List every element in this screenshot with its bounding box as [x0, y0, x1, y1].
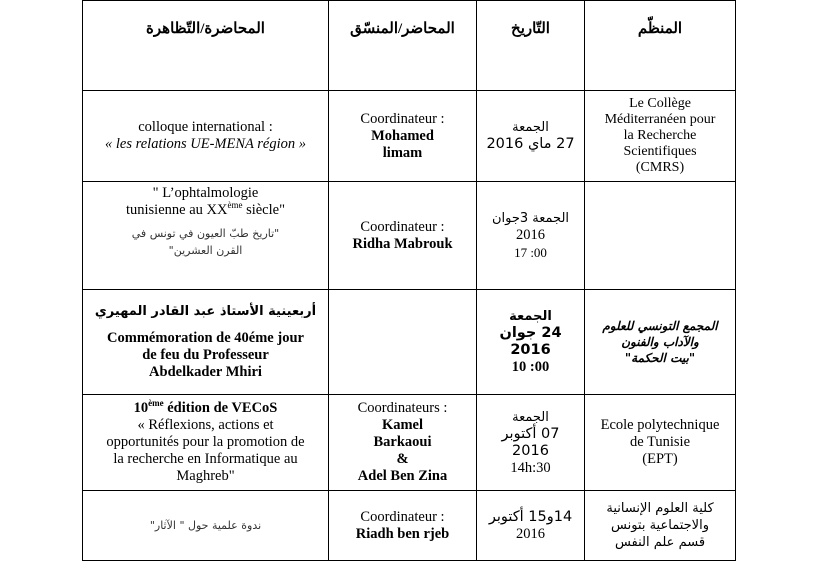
- event-title: colloque international :: [138, 119, 273, 135]
- header-row: [83, 1, 736, 91]
- event-title-part: édition de VECoS: [163, 400, 278, 416]
- event-description: opportunités pour la promotion de: [106, 434, 305, 450]
- coordinator-cell: [329, 91, 477, 182]
- organizer-cell: [585, 395, 736, 491]
- organizer-cell: [585, 182, 736, 290]
- organizer-cell: [585, 491, 736, 561]
- date-cell: [477, 182, 585, 290]
- date-value: 27 ماي 2016: [486, 136, 575, 152]
- coordinator-name: limam: [382, 144, 423, 161]
- coordinator-name: Kamel: [381, 417, 424, 433]
- coordinator-cell: [329, 395, 477, 491]
- coordinator-name: Riadh ben rjeb: [355, 525, 450, 542]
- organizer-line: (CMRS): [635, 160, 685, 175]
- header-event: المحاضرة/التّظاهرة: [83, 1, 329, 91]
- event-cell: [83, 182, 329, 290]
- event-title: Commémoration de 40éme jour: [107, 330, 304, 346]
- organizer-arabic: "بيت الحكمة": [624, 351, 696, 365]
- event-description: « Réflexions, actions et: [137, 417, 274, 433]
- coordinator-cell: [329, 290, 477, 395]
- organizer-line: Le Collège: [629, 96, 691, 111]
- coordinator-name: Ridha Mabrouk: [352, 235, 453, 252]
- organizer-arabic: والاجتماعية بتونس: [611, 518, 709, 533]
- coordinator-name: Mohamed: [371, 127, 434, 144]
- event-title: [87, 400, 324, 417]
- header-organizer: المنظّم: [585, 1, 736, 91]
- event-arabic-title: "تاريخ طبّ العيون في تونس في: [131, 227, 280, 240]
- date-year: 2016: [516, 227, 545, 243]
- date-time: 10 :00: [511, 359, 550, 375]
- organizer-line: la Recherche: [623, 128, 697, 143]
- coordinator-label: Coordinateur :: [360, 508, 445, 525]
- date-value: 24 جوان 2016: [499, 325, 562, 358]
- event-description: Maghreb": [176, 468, 235, 484]
- organizer-cell: [585, 290, 736, 395]
- date-cell: [477, 91, 585, 182]
- table-row: [83, 395, 736, 491]
- table-row: [83, 91, 736, 182]
- date-value: 14و15 أكتوبر: [488, 508, 573, 525]
- date-day: الجمعة: [512, 120, 549, 135]
- event-subtitle: « les relations UE-MENA région »: [105, 136, 306, 152]
- date-time: 17 :00: [514, 245, 547, 260]
- organizer-line: de Tunisie: [629, 434, 691, 450]
- organizer-line: Méditerranéen pour: [604, 112, 716, 127]
- event-title-part: siècle": [242, 202, 286, 218]
- organizer-arabic: والآداب والفنون: [621, 335, 699, 349]
- event-superscript: ème: [148, 398, 164, 409]
- organizer-line: Scientifiques: [623, 144, 697, 159]
- schedule-table: [82, 0, 736, 561]
- coordinator-ampersand: &: [396, 451, 409, 467]
- event-title-2: [87, 202, 324, 219]
- date-day: الجمعة: [509, 309, 552, 324]
- coordinator-label: Coordinateur :: [360, 218, 445, 235]
- table-row: [83, 290, 736, 395]
- table-row: [83, 182, 736, 290]
- coordinator-name: Barkaoui: [373, 434, 432, 450]
- date-cell: [477, 395, 585, 491]
- coordinator-cell: [329, 491, 477, 561]
- event-arabic-title: أربعينية الأستاذ عبد القادر المهيري: [94, 304, 317, 319]
- event-arabic-title: القرن العشرين": [168, 244, 243, 257]
- event-title: Abdelkader Mhiri: [149, 364, 262, 380]
- date-year: 2016: [516, 525, 545, 542]
- organizer-line: Ecole polytechnique: [600, 417, 720, 433]
- event-title-part: 10: [133, 400, 149, 416]
- event-cell: [83, 91, 329, 182]
- event-arabic-title: ندوة علمية حول " الآثار": [149, 519, 262, 532]
- event-cell: [83, 395, 329, 491]
- date-value: 07 أكتوبر 2016: [501, 425, 560, 459]
- organizer-line: (EPT): [642, 451, 678, 467]
- organizer-arabic: قسم علم النفس: [614, 535, 706, 550]
- event-cell: [83, 491, 329, 561]
- date-day: الجمعة 3جوان: [491, 211, 570, 226]
- event-title-part: tunisienne au XX: [125, 202, 228, 218]
- coordinator-label: Coordinateur :: [360, 110, 445, 127]
- event-title: " L’ophtalmologie: [152, 185, 259, 201]
- event-description: la recherche en Informatique au: [113, 451, 298, 467]
- date-time: 14h:30: [510, 459, 551, 476]
- coordinator-name: Adel Ben Zina: [357, 468, 448, 484]
- header-date: التّاريخ: [477, 1, 585, 91]
- organizer-cell: [585, 91, 736, 182]
- event-superscript: ème: [227, 200, 243, 211]
- table-row: [83, 491, 736, 561]
- coordinator-cell: [329, 182, 477, 290]
- event-cell: [83, 290, 329, 395]
- date-cell: [477, 290, 585, 395]
- header-coordinator: المحاضر/المنسّق: [329, 1, 477, 91]
- date-cell: [477, 491, 585, 561]
- date-day: الجمعة: [512, 409, 549, 425]
- organizer-arabic: المجمع التونسي للعلوم: [602, 319, 718, 333]
- organizer-arabic: كلية العلوم الإنسانية: [606, 501, 714, 516]
- event-title: de feu du Professeur: [142, 347, 269, 363]
- coordinator-label: Coordinateurs :: [357, 400, 448, 416]
